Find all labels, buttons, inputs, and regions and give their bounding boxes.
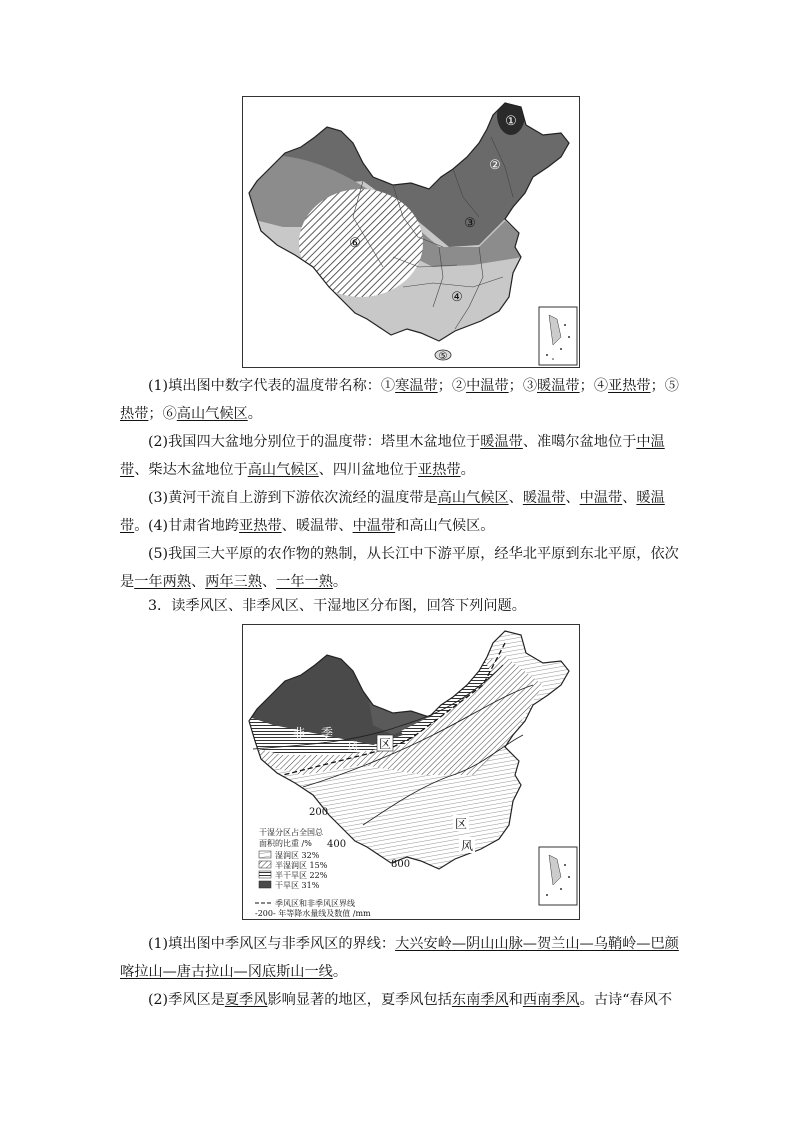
answer: 中温带	[120, 434, 665, 478]
zone-label-2: ②	[489, 158, 501, 173]
question-3-heading	[120, 592, 680, 620]
non-monsoon-char-4: 区	[379, 737, 392, 751]
answer: 暖温带	[120, 490, 665, 534]
answer: 两年三熟	[205, 574, 262, 590]
legend-title-2: 面积的比重 /%	[259, 839, 312, 848]
text: 。	[460, 462, 475, 478]
text: 、	[190, 574, 206, 590]
answer: 高山气候区	[247, 462, 319, 478]
text: 。古诗“春风不	[579, 992, 673, 1008]
text: (1)填出图中季风区与非季风区的界线：	[148, 936, 396, 952]
isohyet-label-400: 400	[327, 839, 347, 850]
answer: 中温带	[352, 518, 396, 534]
text: 和高山气候区。	[395, 518, 495, 534]
answer: 亚热带	[608, 378, 651, 394]
legend-item-semi-dry: 半干旱区 22%	[275, 871, 328, 880]
legend	[255, 827, 371, 918]
answer: 中温带	[579, 490, 623, 506]
answer: 高山气候区	[437, 490, 509, 506]
legend-item-dry: 干旱区 31%	[275, 881, 320, 890]
text: 和	[508, 992, 523, 1008]
text: 、	[508, 490, 523, 506]
answer: 暖温带	[480, 434, 523, 450]
answer: 中温带	[466, 378, 509, 394]
answer: 暖温带	[522, 490, 566, 506]
text: 。	[134, 518, 149, 534]
text: 。	[247, 406, 262, 422]
monsoon-dryness-map-svg	[243, 625, 579, 919]
temperature-zone-map-svg	[243, 97, 579, 367]
legend-boundary: 季风区和非季风区界线	[275, 899, 355, 908]
isohyet-label-200: 200	[309, 807, 329, 818]
answer: 西南季风	[522, 992, 580, 1008]
answer: 亚热带	[239, 518, 282, 534]
legend-item-semi-wet: 半湿润区 15%	[275, 861, 328, 870]
legend-item-wet: 湿润区 32%	[275, 851, 320, 860]
text: ；②	[437, 378, 467, 394]
non-monsoon-char-2: 季	[321, 726, 334, 740]
non-monsoon-char-1: 非	[293, 726, 306, 740]
isohyet-label-800: 800	[391, 859, 411, 870]
text: (2)我国四大盆地分别位于的温度带：塔里木盆地位于	[148, 434, 481, 450]
monsoon-char-2: 区	[455, 817, 468, 831]
text: 、四川盆地位于	[318, 462, 418, 478]
text: 、柴达木盆地位于	[134, 462, 248, 478]
text: ；⑥	[148, 406, 177, 422]
answer: 暖温带	[537, 378, 580, 394]
text: 、暖温带、	[281, 518, 353, 534]
zone-label-5: ⑤	[438, 351, 448, 362]
text: (2)季风区是	[148, 992, 225, 1008]
non-monsoon-char-3: 风	[347, 740, 360, 754]
question-1-5	[120, 540, 680, 596]
answer: 大兴安岭—阴山山脉—贺兰山—乌鞘岭—巴颜喀拉山—唐古拉山—冈底斯山一线	[120, 936, 679, 980]
text: (1)填出图中数字代表的温度带名称：①	[148, 378, 396, 394]
legend-isohyet: -200- 年等降水量线及数值 /mm	[255, 909, 371, 918]
text: ；④	[579, 378, 609, 394]
answer: 一年两熟	[134, 574, 191, 590]
answer: 东南季风	[451, 992, 509, 1008]
legend-title-1: 干湿分区占全国总	[259, 828, 323, 837]
question-3-1	[120, 930, 680, 986]
text: 、	[565, 490, 580, 506]
question-1-2	[120, 428, 680, 484]
answer: 夏季风	[224, 992, 268, 1008]
text: 、	[261, 574, 277, 590]
text: 、准噶尔盆地位于	[522, 434, 637, 450]
answer: 寒温带	[395, 378, 438, 394]
question-1-4	[120, 512, 680, 540]
monsoon-dryness-map	[242, 624, 580, 920]
text: 。	[332, 574, 348, 590]
text: 。	[332, 964, 348, 980]
zone-label-1: ①	[505, 114, 517, 129]
text: (4)甘肃省地跨	[148, 518, 240, 534]
text: ；⑤	[650, 378, 679, 394]
monsoon-char-1: 风	[461, 839, 474, 853]
answer: 亚热带	[418, 462, 461, 478]
answer: 一年一熟	[276, 574, 333, 590]
answer: 高山气候区	[176, 406, 248, 422]
zone-label-3: ③	[464, 216, 476, 231]
text: 、	[622, 490, 637, 506]
question-3-2	[120, 986, 680, 1014]
zone-label-6: ⑥	[349, 236, 361, 251]
answer: 热带	[120, 406, 149, 422]
text: 影响显著的地区，夏季风包括	[267, 992, 452, 1008]
text: (5)我国三大平原的农作物的熟制，从长江中下游平原，经华北平原到东北平原，依次是	[120, 546, 679, 590]
question-1-1	[120, 372, 680, 428]
temperature-zone-map	[242, 96, 580, 368]
text: (3)黄河干流自上游到下游依次流经的温度带是	[148, 490, 438, 506]
text: ；③	[508, 378, 538, 394]
zone-label-4: ④	[451, 290, 463, 305]
question-text: 3．读季风区、非季风区、干湿地区分布图，回答下列问题。	[148, 598, 526, 614]
